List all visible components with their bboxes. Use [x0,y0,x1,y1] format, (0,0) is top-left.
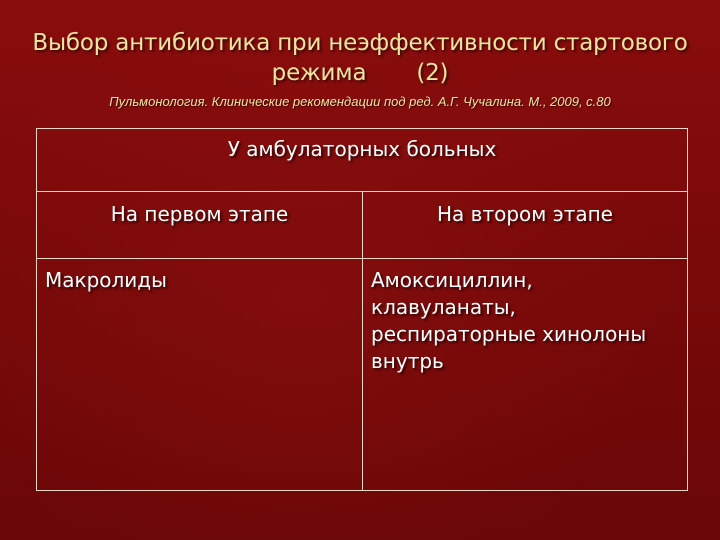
slide-title-number: (2) [416,60,449,86]
slide-title-line-2 [0,60,720,86]
slide-subtitle-reference: Пульмонология. Клинические рекомендации под ред. А.Г. Чучалина. М., 2009, с.80 [109,94,611,109]
second-stage-drugs-cell: Амоксициллин, клавуланаты, респираторные хинолоны внутрь [363,259,688,491]
antibiotic-table [36,128,688,491]
stage-second-cell: На втором этапе [363,192,688,259]
stage-first-cell: На первом этапе [37,192,363,259]
table-header-cell: У амбулаторных больных [37,129,688,192]
first-stage-drugs-cell: Макролиды [37,259,363,491]
table-row [37,259,688,491]
slide-title-line-1: Выбор антибиотика при неэффективности стартового [32,30,688,56]
table-stage-row [37,192,688,259]
table-header-row [37,129,688,192]
slide-title-word: режима [271,60,367,86]
